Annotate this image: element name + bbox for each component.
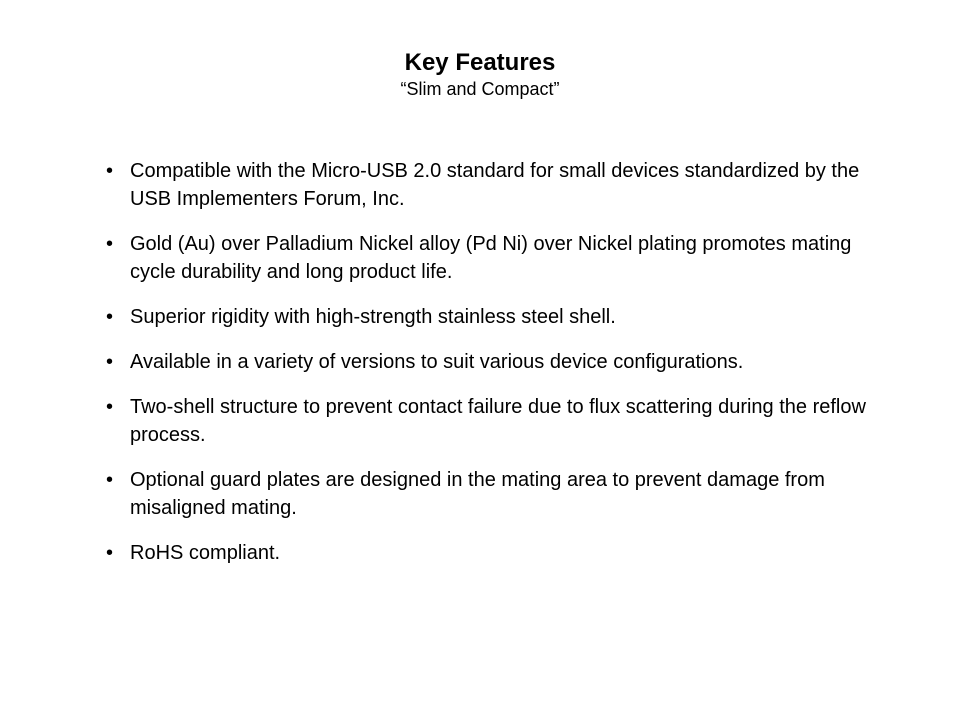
feature-text: Available in a variety of versions to suit various device configurations. [130, 351, 744, 373]
feature-item [106, 539, 866, 567]
bullet-icon: • [106, 351, 114, 373]
feature-text: Optional guard plates are designed in the mating area to prevent damage from misaligned mating. [130, 469, 825, 519]
feature-item [106, 348, 866, 376]
bullet-icon: • [106, 396, 114, 418]
feature-text: RoHS compliant. [130, 542, 281, 564]
feature-item [106, 466, 866, 522]
feature-text: Superior rigidity with high-strength stainless steel shell. [130, 306, 616, 328]
slide-title: Key Features [404, 49, 556, 76]
bullet-icon: • [106, 233, 114, 255]
bullet-icon: • [106, 306, 114, 328]
bullet-icon: • [106, 160, 114, 182]
slide-subtitle: “Slim and Compact” [400, 79, 560, 99]
feature-list [106, 157, 866, 584]
feature-item [106, 393, 866, 449]
feature-text: Compatible with the Micro-USB 2.0 standard for small devices standardized by the USB Implementers Forum, Inc. [130, 160, 860, 210]
title-block [0, 48, 960, 100]
bullet-icon: • [106, 542, 114, 564]
bullet-icon: • [106, 469, 114, 491]
feature-item [106, 157, 866, 213]
feature-item [106, 303, 866, 331]
feature-item [106, 230, 866, 286]
feature-text: Gold (Au) over Palladium Nickel alloy (Pd Ni) over Nickel plating promotes mating cycle durability and long product life. [130, 233, 852, 283]
feature-text: Two-shell structure to prevent contact failure due to flux scattering during the reflow process. [130, 396, 866, 446]
